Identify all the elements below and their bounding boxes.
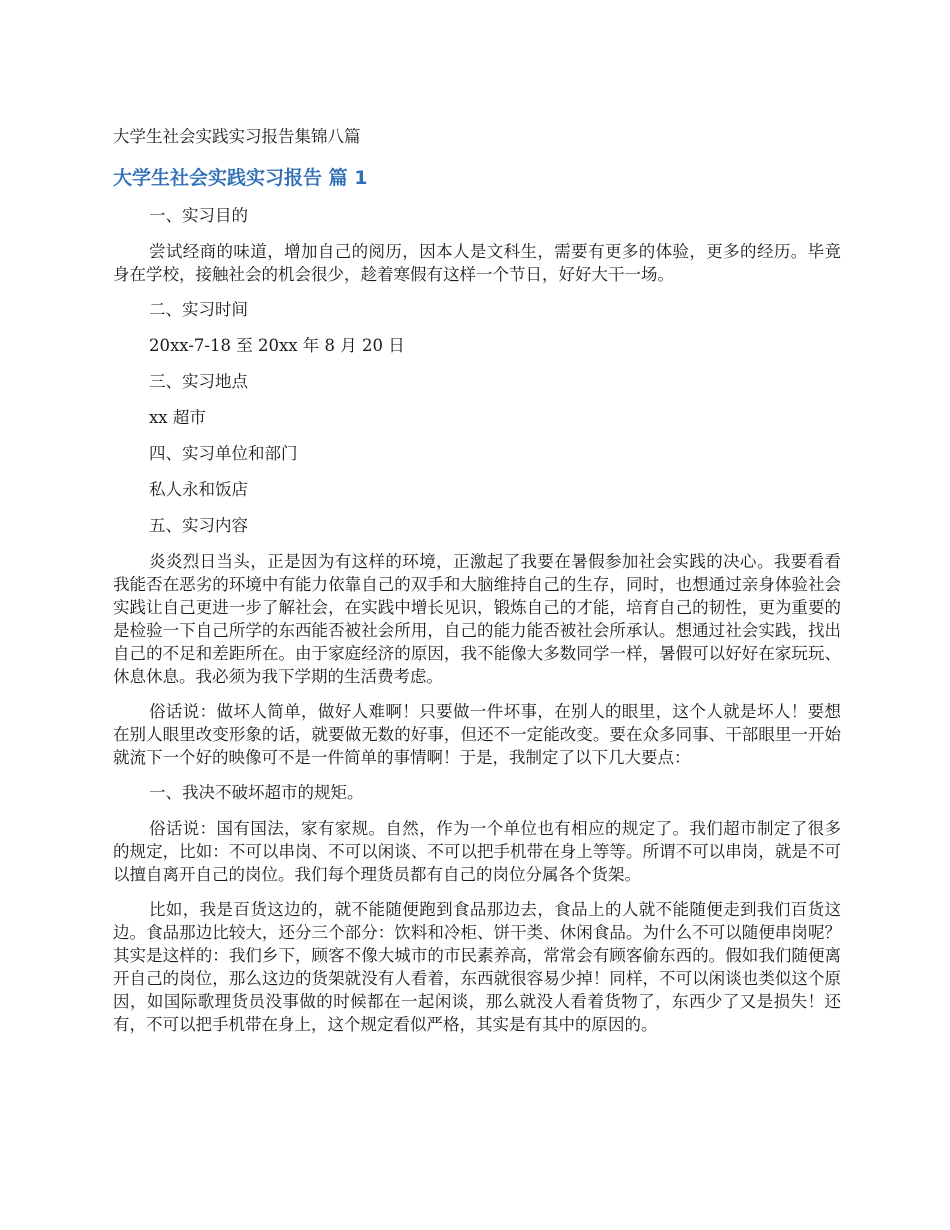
paragraph-location: xx 超市 xyxy=(149,408,206,427)
heading-internship-unit: 四、实习单位和部门 xyxy=(149,444,298,463)
heading-internship-content: 五、实习内容 xyxy=(149,516,248,535)
section-heading: 大学生社会实践实习报告 篇 1 xyxy=(113,167,368,189)
paragraph-content-2: 俗话说：做坏人简单，做好人难啊！只要做一件坏事，在别人的眼里，这个人就是坏人！要想在别人眼里改变形象的话，就要做无数的好事，但还不一定能改变。要在众多同事、干部眼里一开始就流下一个好的映像可不是一件简单的事情啊！于是，我制定了以下几大要点： xyxy=(113,702,841,767)
paragraph-example: 比如，我是百货这边的，就不能随便跑到食品那边去，食品上的人就不能随便走到我们百货这边。食品那边比较大，还分三个部分：饮料和冷柜、饼干类、休闲食品。为什么不可以随便串岗呢？其实是这样的：我们乡下，顾客不像大城市的市民素养高，常常会有顾客偷东西的。假如我们随便离开自己的岗位，那么这边的货架就没有人看着，东西就很容易少掉！同样，不可以闲谈也类似这个原因，如国际歌理货员没事做的时候都在一起闲谈，那么就没人看着货物了，东西少了又是损失！还有，不可以把手机带在身上，这个规定看似严格，其实是有其中的原因的。 xyxy=(113,900,841,1034)
paragraph-content-1: 炎炎烈日当头，正是因为有这样的环境，正激起了我要在暑假参加社会实践的决心。我要看看我能否在恶劣的环境中有能力依靠自己的双手和大脑维持自己的生存，同时，也想通过亲身体验社会实践让自己更进一步了解社会，在实践中增长见识，锻炼自己的才能，培育自己的韧性，更为重要的是检验一下自己所学的东西能否被社会所用，自己的能力能否被社会所承认。想通过社会实践，找出自己的不足和差距所在。由于家庭经济的原因，我不能像大多数同学一样，暑假可以好好在家玩玩、休息休息。我必须为我下学期的生活费考虑。 xyxy=(113,552,841,686)
paragraph-time: 20xx-7-18 至 20xx 年 8 月 20 日 xyxy=(149,336,405,355)
heading-internship-time: 二、实习时间 xyxy=(149,300,248,319)
paragraph-unit: 私人永和饭店 xyxy=(149,480,248,499)
document-page xyxy=(113,121,841,1048)
heading-internship-purpose: 一、实习目的 xyxy=(149,206,248,225)
heading-internship-location: 三、实习地点 xyxy=(149,372,248,391)
paragraph-purpose: 尝试经商的味道，增加自己的阅历，因本人是文科生，需要有更多的体验，更多的经历。毕竟身在学校，接触社会的机会很少，趁着寒假有这样一个节日，好好大干一场。 xyxy=(113,242,841,284)
document-title: 大学生社会实践实习报告集锦八篇 xyxy=(113,127,361,146)
heading-rule-1: 一、我决不破坏超市的规矩。 xyxy=(149,783,364,802)
paragraph-rules: 俗话说：国有国法，家有家规。自然，作为一个单位也有相应的规定了。我们超市制定了很多的规定，比如：不可以串岗、不可以闲谈、不可以把手机带在身上等等。所谓不可以串岗，就是不可以擅自离开自己的岗位。我们每个理货员都有自己的岗位分属各个货架。 xyxy=(113,819,841,884)
